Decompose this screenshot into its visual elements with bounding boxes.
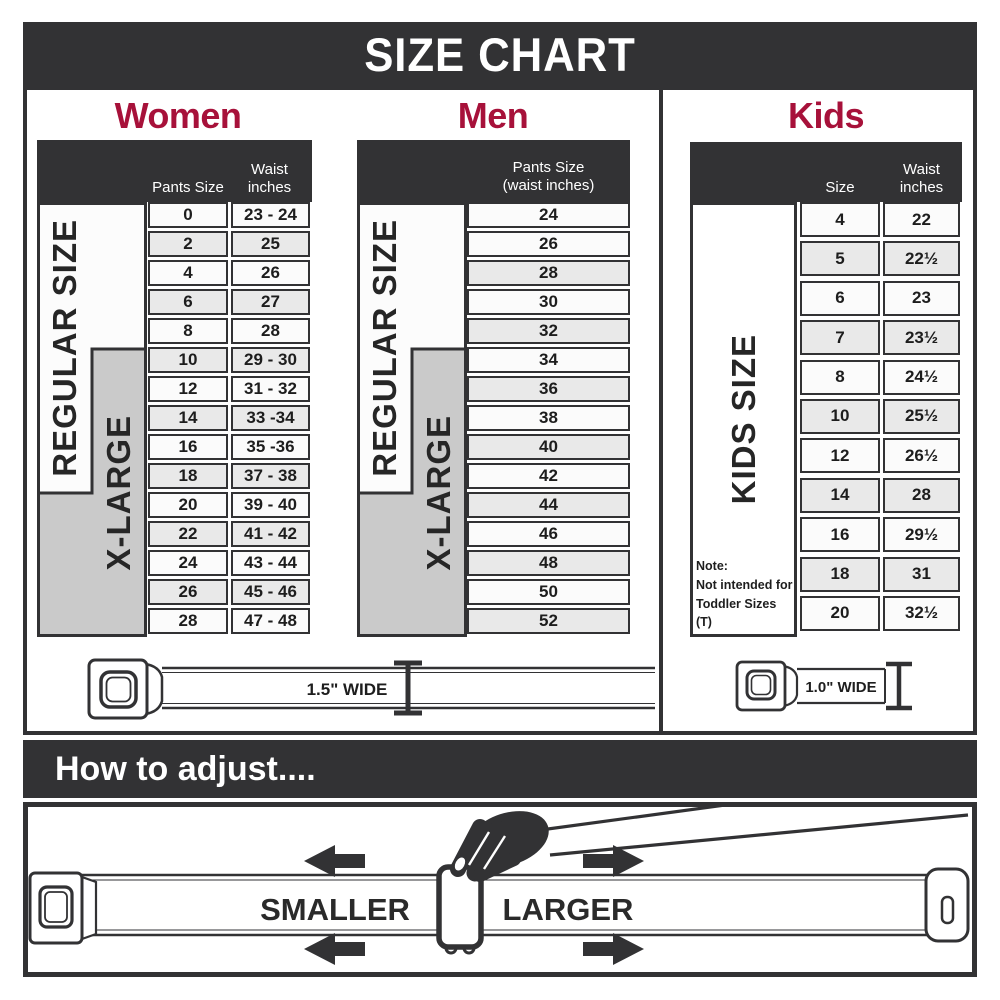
table-cell: 39 - 40 bbox=[231, 492, 310, 518]
table-cell: 23½ bbox=[883, 320, 960, 355]
table-row bbox=[800, 557, 960, 592]
table-row bbox=[467, 550, 630, 576]
table-cell: 25½ bbox=[883, 399, 960, 434]
table-cell: 12 bbox=[800, 438, 880, 473]
kids-table-header bbox=[690, 142, 962, 202]
men-xlarge-label: X-LARGE bbox=[419, 415, 457, 571]
seatbelt-buckle-icon bbox=[737, 662, 797, 710]
table-cell: 22 bbox=[148, 521, 228, 547]
men-heading: Men bbox=[457, 95, 529, 136]
table-cell: 22 bbox=[883, 202, 960, 237]
table-cell: 20 bbox=[800, 596, 880, 631]
table-cell: 26 bbox=[467, 231, 630, 257]
table-row bbox=[148, 405, 310, 431]
table-cell: 26 bbox=[231, 260, 310, 286]
table-row bbox=[467, 579, 630, 605]
table-cell: 32½ bbox=[883, 596, 960, 631]
belt-tail-lines bbox=[533, 807, 968, 855]
width-measure-icon bbox=[394, 663, 422, 713]
hand-pulling-belt-icon bbox=[453, 807, 556, 877]
table-row bbox=[467, 492, 630, 518]
men-size-range-column bbox=[357, 202, 467, 637]
table-cell: 24 bbox=[467, 202, 630, 228]
table-cell: 34 bbox=[467, 347, 630, 373]
women-heading: Women bbox=[114, 95, 242, 136]
table-row bbox=[467, 260, 630, 286]
table-row bbox=[148, 521, 310, 547]
men-table-header bbox=[357, 140, 630, 202]
larger-label: LARGER bbox=[502, 892, 634, 927]
table-cell: 7 bbox=[800, 320, 880, 355]
table-cell: 12 bbox=[148, 376, 228, 402]
table-cell: 46 bbox=[467, 521, 630, 547]
table-row bbox=[467, 608, 630, 634]
adult-belt-width-label: 1.5" WIDE bbox=[306, 680, 388, 699]
table-cell: 26 bbox=[148, 579, 228, 605]
table-cell: 35 -36 bbox=[231, 434, 310, 460]
table-row bbox=[148, 347, 310, 373]
table-cell: 2 bbox=[148, 231, 228, 257]
table-row bbox=[800, 360, 960, 395]
table-cell: 28 bbox=[467, 260, 630, 286]
kids-size-table bbox=[800, 202, 960, 635]
table-row bbox=[148, 318, 310, 344]
table-cell: 14 bbox=[800, 478, 880, 513]
table-row bbox=[467, 434, 630, 460]
table-cell: 50 bbox=[467, 579, 630, 605]
men-size-table bbox=[467, 202, 630, 637]
table-cell: 45 - 46 bbox=[231, 579, 310, 605]
belt-end-tip bbox=[926, 869, 968, 941]
table-cell: 24 bbox=[148, 550, 228, 576]
table-row bbox=[800, 399, 960, 434]
table-cell: 44 bbox=[467, 492, 630, 518]
table-cell: 37 - 38 bbox=[231, 463, 310, 489]
table-row bbox=[800, 202, 960, 237]
women-xlarge-label: X-LARGE bbox=[99, 415, 137, 571]
table-cell: 28 bbox=[148, 608, 228, 634]
table-row bbox=[800, 517, 960, 552]
table-cell: 6 bbox=[148, 289, 228, 315]
table-cell: 42 bbox=[467, 463, 630, 489]
table-cell: 29 - 30 bbox=[231, 347, 310, 373]
table-row bbox=[148, 376, 310, 402]
kids-belt-width-label: 1.0" WIDE bbox=[805, 679, 877, 696]
table-cell: 5 bbox=[800, 241, 880, 276]
women-size-table bbox=[148, 202, 310, 637]
table-row bbox=[467, 289, 630, 315]
kids-size-label: KIDS SIZE bbox=[724, 334, 762, 505]
table-cell: 22½ bbox=[883, 241, 960, 276]
table-row bbox=[467, 376, 630, 402]
table-cell: 36 bbox=[467, 376, 630, 402]
table-cell: 29½ bbox=[883, 517, 960, 552]
table-cell: 0 bbox=[148, 202, 228, 228]
table-row bbox=[148, 434, 310, 460]
kids-waist-header: Waist inches bbox=[899, 161, 944, 196]
table-row bbox=[467, 231, 630, 257]
table-cell: 24½ bbox=[883, 360, 960, 395]
left-arrow-icon bbox=[304, 845, 365, 877]
section-divider bbox=[659, 90, 663, 731]
kids-size-header: Size bbox=[825, 179, 855, 196]
adjust-illustration bbox=[28, 807, 972, 972]
table-cell: 28 bbox=[883, 478, 960, 513]
table-cell: 40 bbox=[467, 434, 630, 460]
table-row bbox=[148, 202, 310, 228]
left-arrow-icon bbox=[304, 933, 365, 965]
table-cell: 6 bbox=[800, 281, 880, 316]
table-cell: 20 bbox=[148, 492, 228, 518]
table-cell: 52 bbox=[467, 608, 630, 634]
table-row bbox=[148, 231, 310, 257]
table-row bbox=[800, 438, 960, 473]
table-row bbox=[800, 478, 960, 513]
table-row bbox=[467, 318, 630, 344]
table-cell: 25 bbox=[231, 231, 310, 257]
chart-content bbox=[23, 86, 977, 735]
table-row bbox=[467, 202, 630, 228]
women-regular-size-label: REGULAR SIZE bbox=[45, 218, 83, 477]
table-cell: 31 bbox=[883, 557, 960, 592]
table-row bbox=[800, 596, 960, 631]
table-row bbox=[148, 579, 310, 605]
women-size-range-column bbox=[37, 202, 147, 637]
table-row bbox=[800, 281, 960, 316]
smaller-label: SMALLER bbox=[260, 892, 410, 927]
table-cell: 43 - 44 bbox=[231, 550, 310, 576]
table-cell: 8 bbox=[148, 318, 228, 344]
table-cell: 32 bbox=[467, 318, 630, 344]
men-regular-size-label: REGULAR SIZE bbox=[365, 218, 403, 477]
table-cell: 28 bbox=[231, 318, 310, 344]
table-cell: 4 bbox=[800, 202, 880, 237]
table-cell: 18 bbox=[148, 463, 228, 489]
size-chart-header bbox=[23, 22, 977, 86]
women-pants-size-header: Pants Size bbox=[152, 179, 224, 196]
table-cell: 4 bbox=[148, 260, 228, 286]
kids-size-column bbox=[690, 202, 797, 637]
table-row bbox=[800, 241, 960, 276]
table-row bbox=[467, 521, 630, 547]
table-cell: 27 bbox=[231, 289, 310, 315]
kids-heading: Kids bbox=[787, 95, 864, 136]
how-to-adjust-title: How to adjust.... bbox=[55, 749, 316, 788]
seatbelt-buckle-icon bbox=[89, 660, 162, 718]
table-cell: 48 bbox=[467, 550, 630, 576]
kids-note: Note: Not intended for Toddler Sizes (T) bbox=[696, 559, 793, 630]
table-row bbox=[148, 260, 310, 286]
kids-belt-illustration bbox=[733, 655, 933, 721]
table-cell: 41 - 42 bbox=[231, 521, 310, 547]
table-row bbox=[148, 550, 310, 576]
table-cell: 10 bbox=[148, 347, 228, 373]
table-cell: 38 bbox=[467, 405, 630, 431]
seatbelt-buckle-icon bbox=[30, 873, 96, 943]
right-arrow-icon bbox=[583, 933, 644, 965]
table-cell: 10 bbox=[800, 399, 880, 434]
table-row bbox=[148, 289, 310, 315]
table-row bbox=[800, 320, 960, 355]
table-cell: 26½ bbox=[883, 438, 960, 473]
table-cell: 8 bbox=[800, 360, 880, 395]
table-cell: 14 bbox=[148, 405, 228, 431]
adjust-illustration-box bbox=[23, 802, 977, 977]
men-pants-size-header: Pants Size (waist inches) bbox=[502, 159, 595, 194]
table-cell: 23 - 24 bbox=[231, 202, 310, 228]
women-waist-header: Waist inches bbox=[247, 161, 292, 196]
table-cell: 30 bbox=[467, 289, 630, 315]
table-cell: 18 bbox=[800, 557, 880, 592]
table-row bbox=[467, 463, 630, 489]
page-title: SIZE CHART bbox=[364, 27, 636, 81]
table-row bbox=[467, 405, 630, 431]
adult-belt-illustration bbox=[37, 650, 657, 728]
table-row bbox=[148, 463, 310, 489]
how-to-adjust-header bbox=[23, 740, 977, 798]
table-row bbox=[148, 608, 310, 634]
table-cell: 31 - 32 bbox=[231, 376, 310, 402]
table-cell: 47 - 48 bbox=[231, 608, 310, 634]
table-cell: 16 bbox=[148, 434, 228, 460]
women-table-header bbox=[37, 140, 312, 202]
table-cell: 16 bbox=[800, 517, 880, 552]
width-measure-icon bbox=[886, 664, 912, 708]
table-cell: 33 -34 bbox=[231, 405, 310, 431]
table-row bbox=[467, 347, 630, 373]
table-row bbox=[148, 492, 310, 518]
table-cell: 23 bbox=[883, 281, 960, 316]
